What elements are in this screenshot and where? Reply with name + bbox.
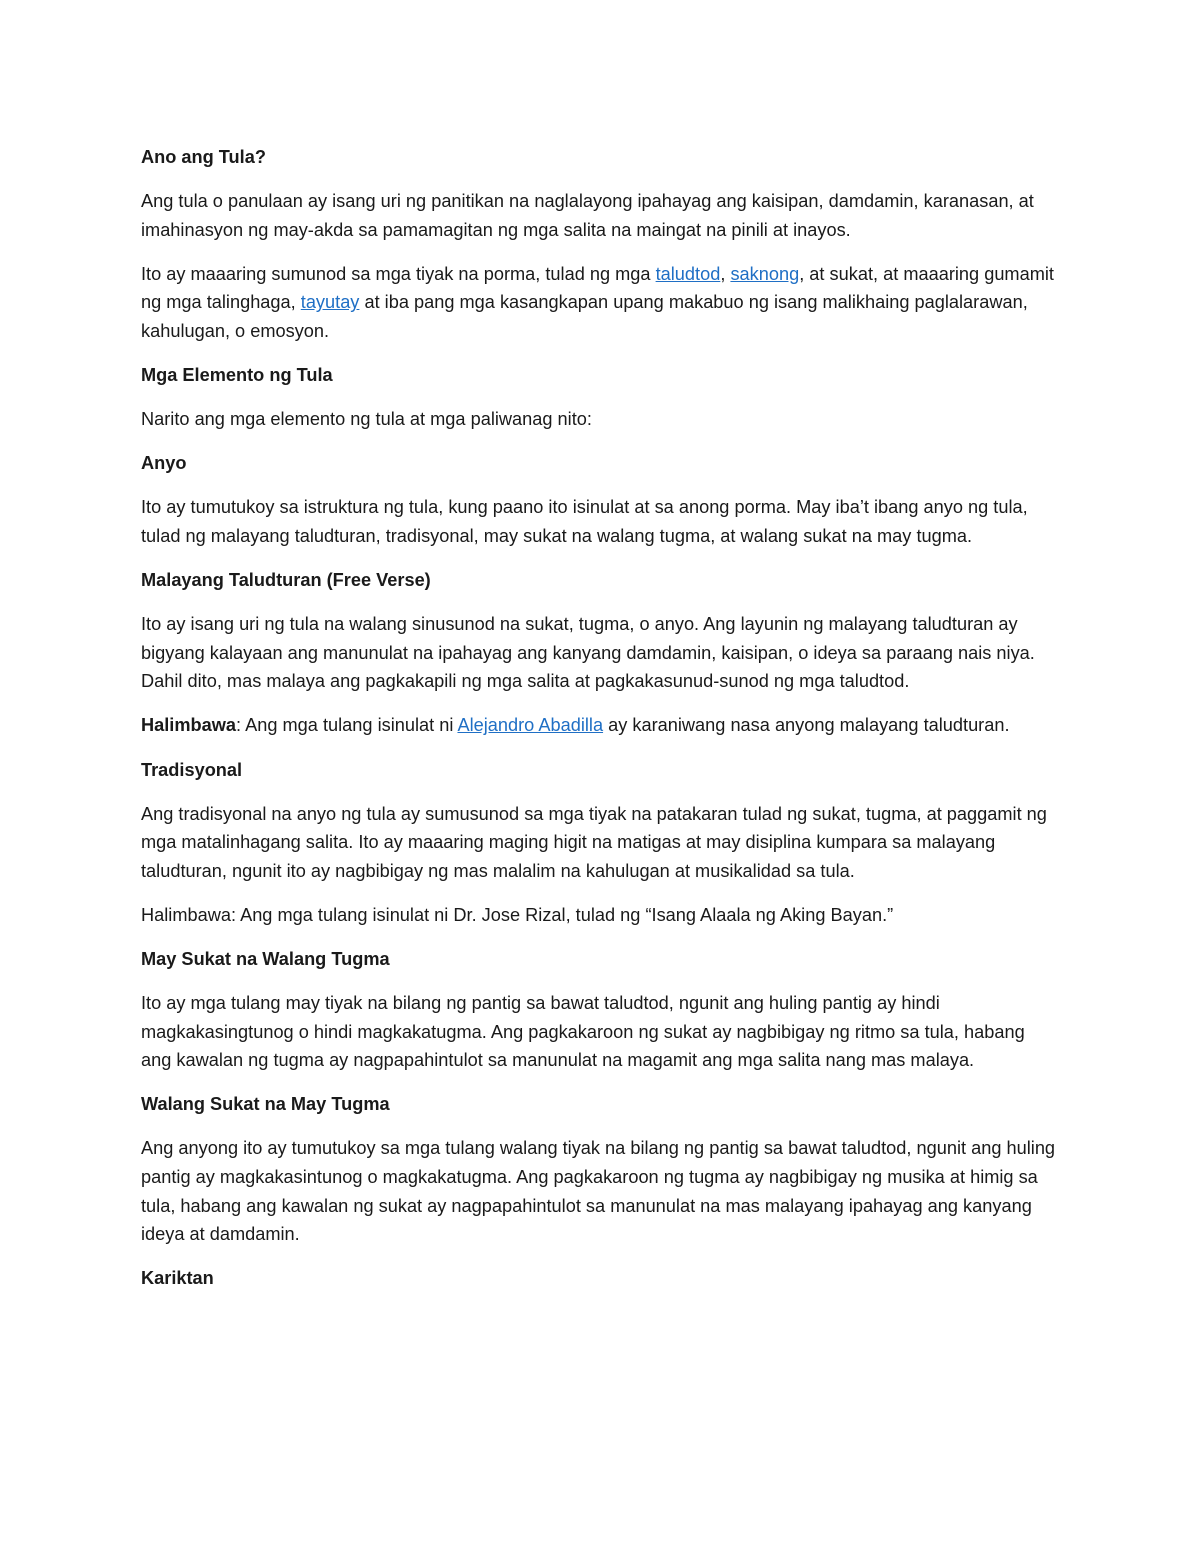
text-run: , xyxy=(720,263,731,284)
link-taludtod[interactable]: taludtod xyxy=(655,263,721,284)
paragraph-elements-intro: Narito ang mga elemento ng tula at mga paliwanag nito: xyxy=(141,409,592,430)
heading-walang-sukat-may-tugma: Walang Sukat na May Tugma xyxy=(141,1094,390,1115)
heading-mga-elemento: Mga Elemento ng Tula xyxy=(141,365,333,386)
heading-malayang-taludturan: Malayang Taludturan (Free Verse) xyxy=(141,570,431,591)
example-label: Halimbawa xyxy=(141,715,237,736)
text-run: ay karaniwang nasa anyong malayang taludturan. xyxy=(603,715,1010,736)
paragraph-anyo: Ito ay tumutukoy sa istruktura ng tula, kung paano ito isinulat at sa anong porma. May iba’t ibang anyo ng tula, tulad ng malayang taludturan, tradisyonal, may sukat na walang tugma, at walang sukat na may tugma. xyxy=(141,497,1028,546)
document-body xyxy=(141,143,1059,1308)
heading-anyo: Anyo xyxy=(141,453,187,474)
text-run: at iba pang mga kasangkapan upang makabuo ng isang malikhaing paglalarawan, kahulugan, o emosyon. xyxy=(141,292,1028,341)
heading-ano-ang-tula: Ano ang Tula? xyxy=(141,147,266,167)
paragraph-example-abadilla xyxy=(141,711,1059,740)
paragraph-malayang-taludturan: Ito ay isang uri ng tula na walang sinusunod na sukat, tugma, o anyo. Ang layunin ng malayang taludturan ay bigyang kalayaan ang manunulat na ipahayag ang kanyang damdamin, kaisipan, o ideya sa paraang nais niya. Dahil dito, mas malaya ang pagkakapili ng mga salita at pagkakasunud-sunod ng mga taludtod. xyxy=(141,614,1035,692)
link-alejandro-abadilla[interactable]: Alejandro Abadilla xyxy=(457,715,604,736)
heading-tradisyonal: Tradisyonal xyxy=(141,759,243,780)
paragraph-tradisyonal: Ang tradisyonal na anyo ng tula ay sumusunod sa mga tiyak na patakaran tulad ng sukat, tugma, at paggamit ng mga matalinhagang salita. Ito ay maaaring maging higit na matigas at may disiplina kumpara sa malayang taludturan, ngunit ito ay nagbibigay ng mas malalim na kahulugan at musikalidad sa tula. xyxy=(141,803,1047,881)
paragraph-definition: Ang tula o panulaan ay isang uri ng panitikan na naglalayong ipahayag ang kaisipan, damdamin, karanasan, at imahinasyon ng may-akda sa pamamagitan ng mga salita na maingat na pinili at inayos. xyxy=(141,191,1034,240)
link-tayutay[interactable]: tayutay xyxy=(300,292,360,313)
text-run: , at sukat, at maaaring gumamit ng mga talinghaga, xyxy=(141,263,1054,313)
paragraph-forms xyxy=(141,260,1059,346)
heading-kariktan: Kariktan xyxy=(141,1268,214,1289)
link-saknong[interactable]: saknong xyxy=(730,263,800,284)
paragraph-walang-sukat-may-tugma: Ang anyong ito ay tumutukoy sa mga tulang walang tiyak na bilang ng pantig sa bawat taludtod, ngunit ang huling pantig ay magkakasintunog o magkakatugma. Ang pagkakaroon ng tugma ay nagbibigay ng musika at himig sa tula, habang ang kawalan ng sukat ay nagpapahintulot sa manunulat na mas malayang ipahayag ang kanyang ideya at damdamin. xyxy=(141,1138,1056,1245)
paragraph-may-sukat-walang-tugma: Ito ay mga tulang may tiyak na bilang ng pantig sa bawat taludtod, ngunit ang huling pantig ay hindi magkakasingtunog o hindi magkakatugma. Ang pagkakaroon ng sukat ay nagbibigay ng ritmo sa tula, habang ang kawalan ng tugma ay nagpapahintulot sa manunulat na magamit ang mga salita nang mas malaya. xyxy=(141,993,1025,1071)
text-run: : Ang mga tulang isinulat ni xyxy=(236,715,458,736)
paragraph-example-rizal: Halimbawa: Ang mga tulang isinulat ni Dr. Jose Rizal, tulad ng “Isang Alaala ng Aking Bayan.” xyxy=(141,904,894,925)
heading-may-sukat-walang-tugma: May Sukat na Walang Tugma xyxy=(141,948,390,969)
text-run: Ito ay maaaring sumunod sa mga tiyak na porma, tulad ng mga xyxy=(141,263,656,284)
